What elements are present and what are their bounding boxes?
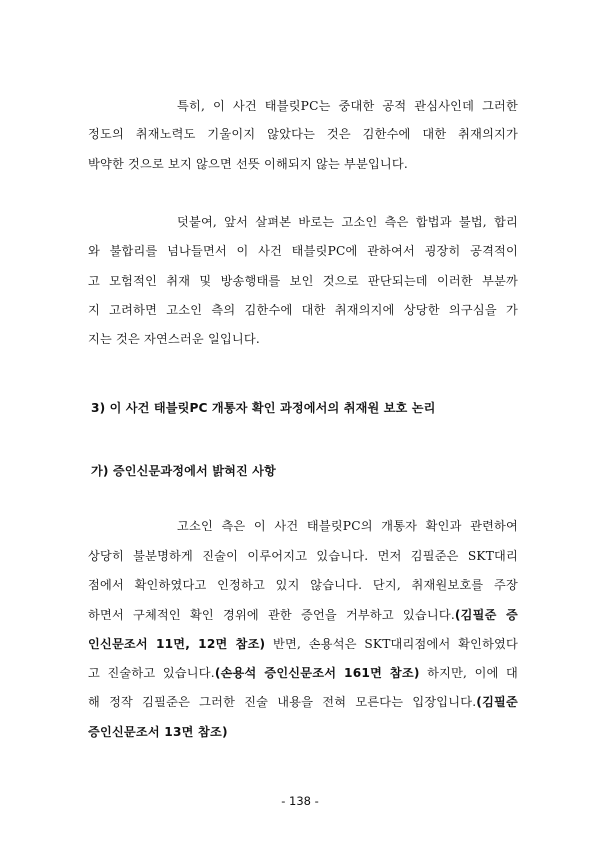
paragraph2-line1: 덧붙여, 앞서 살펴본 바로는 고소인 측은 합법과 불법, 합리 bbox=[177, 215, 518, 229]
page-number: - 138 - bbox=[281, 794, 319, 808]
subsection-heading-a: 가) 증인신문과정에서 밝혀진 사항 bbox=[91, 464, 276, 478]
paragraph1-line3: 박약한 것으로 보지 않으면 선뜻 이해되지 않는 부분입니다. bbox=[88, 157, 408, 171]
paragraph2-line3: 고 모험적인 취재 및 방송행태를 보인 것으로 판단되는데 이러한 부분까 bbox=[88, 274, 518, 288]
paragraph3-line8 bbox=[88, 724, 518, 740]
citation-kim-2-cont: 증인신문조서 13면 참조) bbox=[88, 725, 228, 739]
paragraph3-line5 bbox=[88, 636, 518, 652]
paragraph3-line6-text2: 하지만, 이에 대 bbox=[419, 666, 519, 680]
paragraph3-line4 bbox=[88, 607, 518, 623]
paragraph1-line2: 정도의 취재노력도 기울이지 않았다는 것은 김한수에 대한 취재의지가 bbox=[88, 127, 518, 141]
paragraph2-line4: 지 고려하면 고소인 측의 김한수에 대한 취재의지에 상당한 의구심을 가 bbox=[88, 303, 518, 317]
paragraph3-line5-text: 반면, 손용석은 SKT대리점에서 확인하였다 bbox=[265, 637, 518, 651]
citation-kim-1: (김필준 증 bbox=[454, 608, 519, 622]
section-heading-3: 3) 이 사건 태블릿PC 개통자 확인 과정에서의 취재원 보호 논리 bbox=[91, 401, 436, 415]
citation-son: (손용석 증인신문조서 161면 참조) bbox=[214, 666, 420, 680]
paragraph3-line7 bbox=[88, 694, 518, 710]
paragraph3-line6 bbox=[88, 665, 518, 681]
paragraph3-line2: 상당히 불분명하게 진술이 이루어지고 있습니다. 먼저 김필준은 SKT대리 bbox=[88, 549, 518, 563]
paragraph3-line1: 고소인 측은 이 사건 태블릿PC의 개통자 확인과 관련하여 bbox=[177, 519, 518, 533]
paragraph3-line4-text: 하면서 구체적인 확인 경위에 관한 증언을 거부하고 있습니다. bbox=[88, 608, 455, 622]
citation-kim-1-cont: 인신문조서 11면, 12면 참조) bbox=[88, 637, 266, 651]
paragraph3-line6-text: 고 진술하고 있습니다. bbox=[88, 666, 215, 680]
paragraph3-line7-text: 해 정작 김필준은 그러한 진술 내용을 전혀 모른다는 입장입니다. bbox=[88, 695, 477, 709]
paragraph1-line1: 특히, 이 사건 태블릿PC는 중대한 공적 관심사인데 그러한 bbox=[177, 99, 518, 113]
paragraph2-line2: 와 불합리를 넘나들면서 이 사건 태블릿PC에 관하여서 굉장히 공격적이 bbox=[88, 244, 518, 258]
citation-kim-2: (김필준 bbox=[476, 695, 518, 709]
paragraph2-line5: 지는 것은 자연스러운 일입니다. bbox=[88, 332, 260, 346]
paragraph3-line3: 점에서 확인하였다고 인정하고 있지 않습니다. 단지, 취재원보호를 주장 bbox=[88, 578, 518, 592]
